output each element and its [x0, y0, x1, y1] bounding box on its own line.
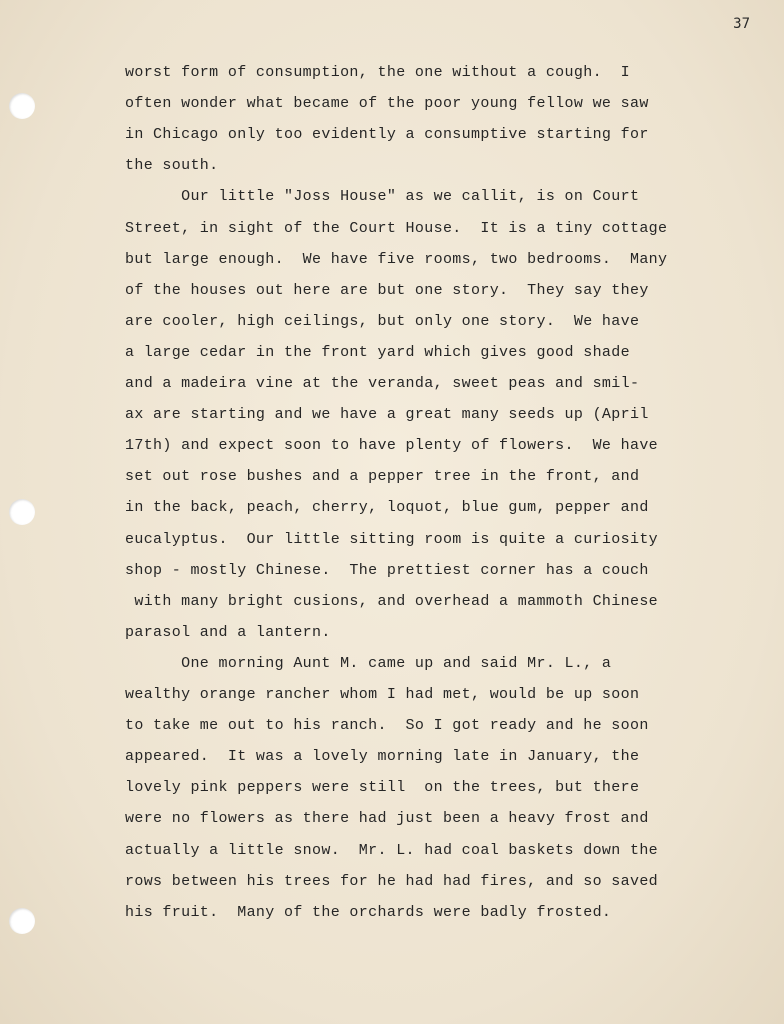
- text-line: of the houses out here are but one story. They say they: [125, 281, 649, 299]
- text-line: parasol and a lantern.: [125, 623, 331, 641]
- text-line: are cooler, high ceilings, but only one story. We have: [125, 312, 640, 330]
- typed-text-body: [125, 0, 745, 1024]
- text-line: lovely pink peppers were still on the trees, but there: [125, 779, 640, 797]
- text-line: ax are starting and we have a great many seeds up (April: [125, 406, 649, 424]
- text-line: but large enough. We have five rooms, two bedrooms. Many: [125, 250, 668, 268]
- text-line: wealthy orange rancher whom I had met, would be up soon: [125, 686, 640, 703]
- text-line: appeared. It was a lovely morning late in January, the: [125, 748, 640, 766]
- binder-hole-top: [9, 93, 35, 119]
- text-line: the south.: [125, 157, 219, 175]
- text-line: with many bright cusions, and overhead a mammoth Chinese: [125, 592, 659, 610]
- text-line: to take me out to his ranch. So I got ready and he soon: [125, 717, 649, 735]
- text-line: often wonder what became of the poor young fellow we saw: [125, 95, 649, 113]
- text-line: in the back, peach, cherry, loquot, blue gum, pepper and: [125, 499, 649, 517]
- text-line: his fruit. Many of the orchards were badly frosted.: [125, 903, 612, 921]
- text-line: were no flowers as there had just been a heavy frost and: [125, 810, 649, 828]
- text-line: set out rose bushes and a pepper tree in the front, and: [125, 468, 640, 486]
- text-line: worst form of consumption, the one without a cough. I: [125, 64, 630, 81]
- text-line: and a madeira vine at the veranda, sweet peas and smil-: [125, 375, 640, 392]
- binder-hole-middle: [9, 499, 35, 525]
- text-line: Street, in sight of the Court House. It is a tiny cottage: [125, 219, 668, 237]
- text-line: One morning Aunt M. came up and said Mr. L., a: [125, 654, 612, 672]
- text-line: 17th) and expect soon to have plenty of flowers. We have: [125, 437, 659, 455]
- page-number: 37: [733, 16, 750, 32]
- text-line: eucalyptus. Our little sitting room is quite a curiosity: [125, 530, 659, 548]
- text-line: actually a little snow. Mr. L. had coal baskets down the: [125, 841, 659, 859]
- text-line: a large cedar in the front yard which gives good shade: [125, 343, 630, 361]
- text-line: rows between his trees for he had had fires, and so saved: [125, 872, 659, 890]
- binder-hole-bottom: [9, 908, 35, 934]
- text-line: Our little "Joss House" as we callit, is on Court: [125, 188, 640, 206]
- text-line: in Chicago only too evidently a consumptive starting for: [125, 126, 649, 144]
- text-line: shop - mostly Chinese. The prettiest corner has a couch: [125, 561, 649, 579]
